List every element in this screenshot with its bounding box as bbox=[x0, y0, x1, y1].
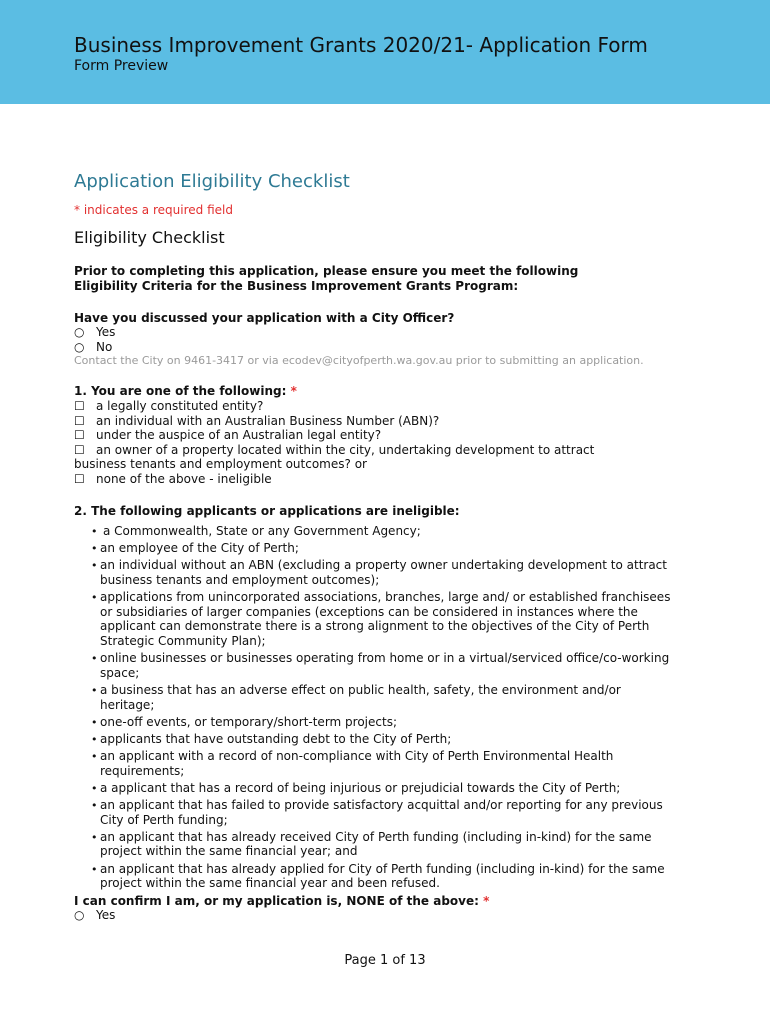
checkbox-icon: ☐ bbox=[74, 428, 85, 442]
list-item: • online businesses or businesses operating from home or in a virtual/serviced office/co-working space; bbox=[94, 651, 674, 680]
page-number: Page 1 of 13 bbox=[344, 953, 426, 968]
checkbox-option[interactable]: ☐ a legally constituted entity? bbox=[74, 399, 264, 413]
question-1-label: 1. You are one of the following: * bbox=[74, 384, 297, 398]
radio-option-no[interactable]: ○ No bbox=[74, 339, 113, 354]
list-item: • an applicant that has failed to provide satisfactory acquittal and/or reporting for any previous City of Perth funding; bbox=[94, 798, 674, 827]
radio-option-yes[interactable]: ○ Yes bbox=[74, 908, 116, 922]
question-1-options bbox=[74, 399, 654, 486]
list-item: • applications from unincorporated associations, branches, large and/ or established franchisees or subsidiaries of larger companies (exceptions can be considered in instances where the applicant can demonstrate there is a strong alignment to the objectives of the City of Perth Strategic Community Plan); bbox=[94, 590, 674, 648]
question-2-label: 2. The following applicants or applications are ineligible: bbox=[74, 504, 460, 518]
confirm-question-label: I can confirm I am, or my application is, NONE of the above: * bbox=[74, 894, 490, 908]
form-title: Business Improvement Grants 2020/21- Application Form bbox=[74, 33, 648, 57]
list-item: • an individual without an ABN (excluding a property owner undertaking development to attract business tenants and employment outcomes); bbox=[94, 558, 674, 587]
required-field-note: * indicates a required field bbox=[74, 203, 233, 217]
radio-icon: ○ bbox=[74, 339, 85, 354]
checkbox-option[interactable]: ☐ an individual with an Australian Business Number (ABN)? bbox=[74, 413, 440, 428]
list-item: • a Commonwealth, State or any Government Agency; bbox=[94, 524, 674, 539]
required-marker: * bbox=[483, 894, 490, 908]
ineligible-list bbox=[94, 524, 674, 893]
radio-option-yes[interactable]: ○ Yes bbox=[74, 325, 116, 339]
list-item: • a applicant that has a record of being injurious or prejudicial towards the City of Perth; bbox=[94, 781, 674, 796]
required-marker: * bbox=[290, 384, 297, 398]
list-item: • an applicant with a record of non-compliance with City of Perth Environmental Health requirements; bbox=[94, 749, 674, 778]
list-item: • one-off events, or temporary/short-term projects; bbox=[94, 715, 674, 730]
checkbox-option[interactable]: ☐ none of the above - ineligible bbox=[74, 471, 272, 486]
eligibility-subheading: Eligibility Checklist bbox=[74, 228, 225, 247]
page-header bbox=[0, 0, 770, 104]
section-title: Application Eligibility Checklist bbox=[74, 171, 350, 192]
checkbox-icon: ☐ bbox=[74, 471, 85, 486]
radio-icon: ○ bbox=[74, 325, 85, 339]
form-subtitle: Form Preview bbox=[74, 58, 169, 74]
city-officer-question: Have you discussed your application with a City Officer? bbox=[74, 311, 455, 325]
checkbox-icon: ☐ bbox=[74, 399, 85, 413]
checkbox-option[interactable]: ☐ an owner of a property located within the city, undertaking development to attract business tenants and employment outcomes? or bbox=[74, 442, 595, 471]
checkbox-icon: ☐ bbox=[74, 442, 85, 457]
list-item: • an applicant that has already received City of Perth funding (including in-kind) for the same project within the same financial year; and bbox=[94, 830, 674, 859]
intro-text: Prior to completing this application, please ensure you meet the following Eligibility Criteria for the Business Improvement Grants Program: bbox=[74, 264, 579, 293]
radio-icon: ○ bbox=[74, 908, 85, 922]
list-item: • an applicant that has already applied for City of Perth funding (including in-kind) for the same project within the same financial year and been refused. bbox=[94, 862, 674, 891]
checkbox-icon: ☐ bbox=[74, 413, 85, 428]
list-item: • a business that has an adverse effect on public health, safety, the environment and/or heritage; bbox=[94, 683, 674, 712]
checkbox-option[interactable]: ☐ under the auspice of an Australian legal entity? bbox=[74, 428, 382, 442]
confirm-options bbox=[74, 908, 115, 923]
list-item: • an employee of the City of Perth; bbox=[94, 541, 674, 556]
list-item: • applicants that have outstanding debt to the City of Perth; bbox=[94, 732, 674, 747]
city-officer-options bbox=[74, 325, 115, 354]
contact-helper-text: Contact the City on 9461-3417 or via ecodev@cityofperth.wa.gov.au prior to submitting an application. bbox=[74, 354, 644, 367]
